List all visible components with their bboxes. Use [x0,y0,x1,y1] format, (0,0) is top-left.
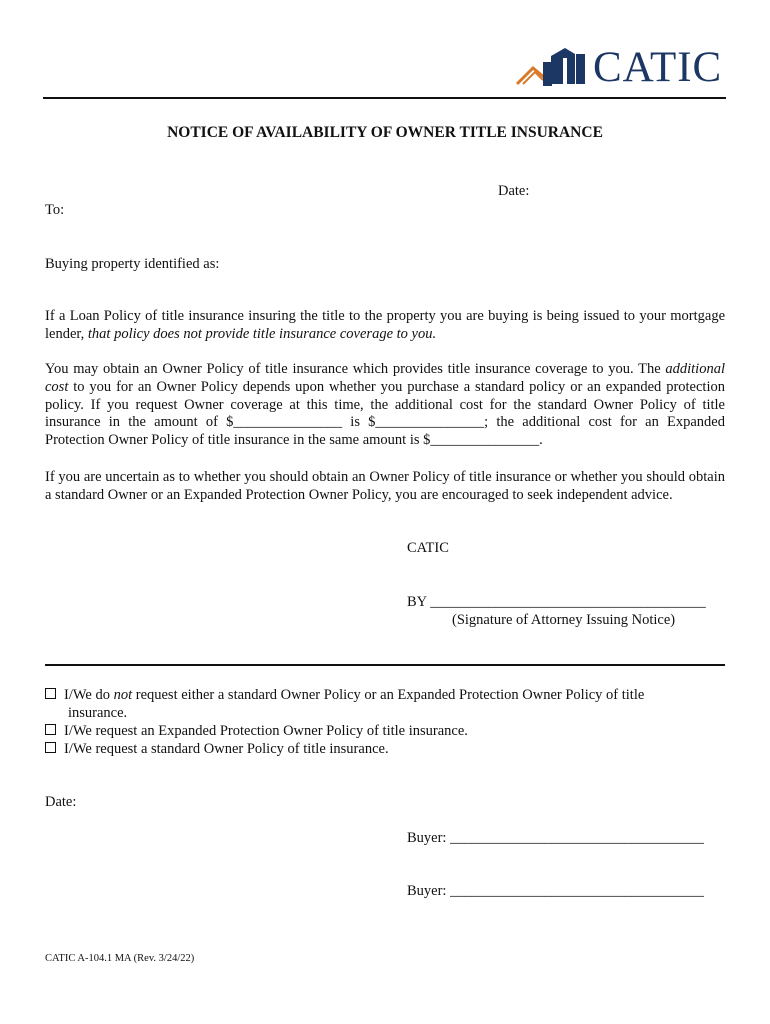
logo-wordmark: CATIC [593,44,723,91]
buyer-signature-1[interactable]: Buyer: ___________________________________ [407,830,704,846]
owner-policy-paragraph [45,361,725,450]
document-title: NOTICE OF AVAILABILITY OF OWNER TITLE INSURANCE [167,124,603,141]
checkbox-standard-policy[interactable] [45,742,56,753]
p2-text-b: to you for an Owner Policy depends upon whether you purchase a standard policy or an expanded protection policy. If you request Owner coverage at this time, the additional cost for the standard Owner Policy of title insurance in the amount of $_______________ is $_______________; the additional cost for an Expanded Protection Owner Policy of title insurance in the same amount is $_______________. [45,378,725,449]
option1-text-b: request either a standard Owner Policy or an Expanded Protection Owner Policy of title [132,687,645,703]
company-name: CATIC [407,540,449,556]
to-label: To: [45,202,65,218]
signature-line[interactable]: BY ______________________________________ [407,594,706,610]
p2-text-a: You may obtain an Owner Policy of title insurance which provides title insurance coverage to you. The [45,361,666,377]
form-footer: CATIC A-104.1 MA (Rev. 3/24/22) [45,953,195,964]
loan-policy-paragraph [45,308,725,344]
option1-text-a: I/We do [64,687,114,703]
house-building-logo-icon [515,44,595,90]
option1-continuation: insurance. [68,705,128,721]
property-label: Buying property identified as: [45,256,220,272]
checkbox-no-policy[interactable] [45,688,56,699]
option1-emphasis: not [113,687,133,703]
option-standard-policy [45,741,725,759]
option-expanded-policy [45,723,725,741]
signature-caption: (Signature of Attorney Issuing Notice) [452,612,676,628]
option-no-owner-policy [45,687,725,705]
checkbox-expanded-policy[interactable] [45,724,56,735]
option3-text: I/We request a standard Owner Policy of title insurance. [64,741,389,757]
header-rule [43,97,726,99]
advice-paragraph: If you are uncertain as to whether you should obtain an Owner Policy of title insurance or whether you should obtain a standard Owner or an Expanded Protection Owner Policy, you are encouraged to seek independent advice. [45,469,725,503]
option2-text: I/We request an Expanded Protection Owner Policy of title insurance. [64,723,468,739]
catic-logo [515,44,725,92]
buyer-signature-2[interactable]: Buyer: ___________________________________ [407,883,704,899]
p1-text: If a Loan Policy of title insurance insuring the title to the property you are buying is being issued to your mortgage lender, [45,308,725,342]
date-label: Date: [498,183,530,199]
buyer-date-label: Date: [45,794,77,810]
p2-emphasis: additional cost [45,361,725,395]
section-divider [45,664,725,666]
p1-emphasis: that policy does not provide title insurance coverage to you. [87,325,437,342]
